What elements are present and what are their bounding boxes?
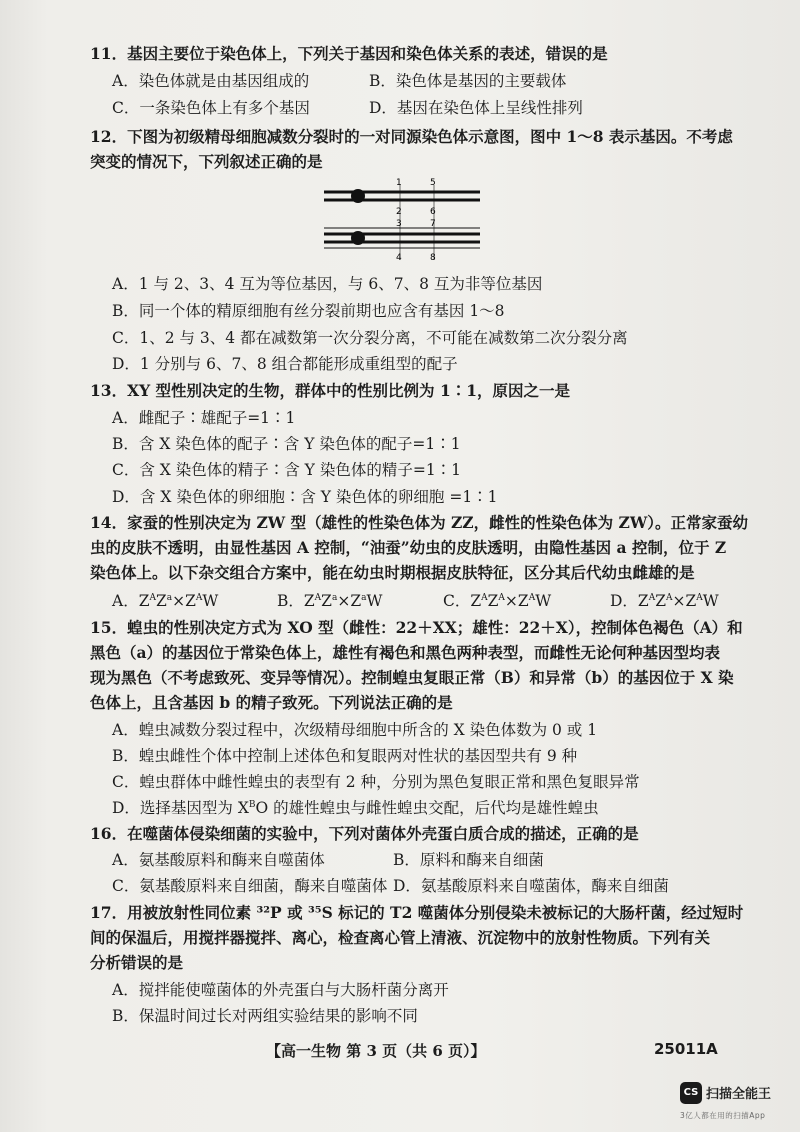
q15-option-a: A．蝗虫减数分裂过程中，次级精母细胞中所含的 X 染色体数为 0 或 1 (112, 721, 598, 739)
q16-option-d: D．氨基酸原料来自噬菌体，酶来自细菌 (393, 877, 669, 895)
q17-option-b: B．保温时间过长对两组实验结果的影响不同 (112, 1007, 418, 1025)
q14-stem-line2: 虫的皮肤不透明，由显性基因 A 控制，“油蚕”幼虫的皮肤透明，由隐性基因 a 控制，位于 Z (90, 538, 727, 557)
q15-option-c: C．蝗虫群体中雌性蝗虫的表型有 2 种，分别为黑色复眼正常和黑色复眼异常 (112, 773, 640, 791)
q12-option-c: C．1、2 与 3、4 都在减数第一次分裂分离，不可能在减数第二次分裂分离 (112, 329, 628, 347)
q15-stem-line4: 色体上，且含基因 b 的精子致死。下列说法正确的是 (90, 693, 453, 712)
q11-option-a: A．染色体就是由基因组成的 (112, 72, 310, 90)
centromere-lower (351, 231, 365, 245)
scanner-tagline: 3亿人都在用的扫描App (680, 1111, 766, 1120)
q17-option-a: A．搅拌能使噬菌体的外壳蛋白与大肠杆菌分离开 (112, 981, 449, 999)
q17-stem-line3: 分析错误的是 (90, 953, 184, 972)
q15-stem-line1: 15．蝗虫的性别决定方式为 XO 型（雌性：22＋XX；雄性：22＋X），控制体色褐色（A）和 (90, 618, 743, 637)
camscanner-logo-icon: CS (680, 1082, 702, 1104)
q14-option-c: C．$Z^AZ^A\times Z^AW$ (443, 592, 552, 610)
gene-label-2: 2 (396, 207, 402, 217)
q11-option-d: D．基因在染色体上呈线性排列 (369, 99, 583, 117)
q13-option-a: A．雌配子∶雄配子=1∶1 (112, 409, 296, 427)
q14-option-a: A．$Z^AZ^a\times Z^AW$ (112, 592, 219, 610)
q16-option-a: A．氨基酸原料和酶来自噬菌体 (112, 851, 325, 869)
q12-option-d: D．1 分别与 6、7、8 组合都能形成重组型的配子 (112, 355, 458, 373)
gene-label-7: 7 (430, 219, 436, 229)
q15-stem-line3: 现为黑色（不考虑致死、变异等情况）。控制蝗虫复眼正常（B）和异常（b）的基因位于 X 染 (90, 668, 734, 687)
page-footer-info: 【高一生物 第 3 页（共 6 页）】 (266, 1042, 486, 1060)
q17-stem-line1: 17．用被放射性同位素 ³²P 或 ³⁵S 标记的 T2 噬菌体分别侵染未被标记的大肠杆菌，经过短时 (90, 903, 744, 922)
q15-stem-line2: 黑色（a）的基因位于常染色体上，雄性有褐色和黑色两种表型，而雌性无论何种基因型均表 (90, 643, 721, 662)
scanner-watermark (680, 1082, 790, 1126)
paper-code: 25011A (654, 1040, 718, 1058)
q12-stem-line1: 12．下图为初级精母细胞减数分裂时的一对同源染色体示意图，图中 1～8 表示基因。不考虑 (90, 127, 733, 146)
q17-stem-line2: 间的保温后，用搅拌器搅拌、离心，检查离心管上清液、沉淀物中的放射性物质。下列有关 (90, 928, 711, 947)
q14-option-d: D．$Z^AZ^A\times Z^AW$ (610, 592, 719, 610)
gene-label-8: 8 (430, 253, 436, 263)
scanner-app-name: 扫描全能王 (706, 1087, 772, 1102)
gene-label-4: 4 (396, 253, 402, 263)
q16-stem: 16．在噬菌体侵染细菌的实验中，下列对菌体外壳蛋白质合成的描述，正确的是 (90, 824, 639, 843)
q13-stem: 13．XY 型性别决定的生物，群体中的性别比例为 1∶1，原因之一是 (90, 381, 571, 400)
gene-label-6: 6 (430, 207, 436, 217)
q12-option-a: A．1 与 2、3、4 互为等位基因，与 6、7、8 互为非等位基因 (112, 275, 543, 293)
q16-option-b: B．原料和酶来自细菌 (393, 851, 544, 869)
q12-stem-line2: 突变的情况下，下列叙述正确的是 (90, 152, 323, 171)
gene-label-3: 3 (396, 219, 402, 229)
q15-option-d: D．选择基因型为 $X^BO$ 的雄性蝗虫与雌性蝗虫交配，后代均是雄性蝗虫 (112, 799, 599, 817)
homologous-chromosome-diagram (322, 172, 492, 264)
q12-option-b: B．同一个体的精原细胞有丝分裂前期也应含有基因 1～8 (112, 302, 505, 320)
q13-option-c: C．含 X 染色体的精子∶含 Y 染色体的精子=1∶1 (112, 461, 462, 479)
q13-option-b: B．含 X 染色体的配子∶含 Y 染色体的配子=1∶1 (112, 435, 461, 453)
centromere-upper (351, 189, 365, 203)
gene-label-5: 5 (430, 178, 436, 188)
gene-label-1: 1 (396, 178, 402, 188)
q15-option-b: B．蝗虫雌性个体中控制上述体色和复眼两对性状的基因型共有 9 种 (112, 747, 578, 765)
q11-option-b: B．染色体是基因的主要载体 (369, 72, 567, 90)
q11-option-c: C．一条染色体上有多个基因 (112, 99, 310, 117)
q14-stem-line3: 染色体上。以下杂交组合方案中，能在幼虫时期根据皮肤特征，区分其后代幼虫雌雄的是 (90, 563, 695, 582)
q13-option-d: D．含 X 染色体的卵细胞∶含 Y 染色体的卵细胞 =1∶1 (112, 488, 498, 506)
q14-option-b: B．$Z^AZ^a\times Z^aW$ (277, 592, 383, 610)
q16-option-c: C．氨基酸原料来自细菌，酶来自噬菌体 (112, 877, 388, 895)
q14-stem-line1: 14．家蚕的性别决定为 ZW 型（雄性的性染色体为 ZZ，雌性的性染色体为 ZW）。正常家蚕幼 (90, 513, 748, 532)
q11-stem: 11．基因主要位于染色体上，下列关于基因和染色体关系的表述，错误的是 (90, 44, 608, 63)
